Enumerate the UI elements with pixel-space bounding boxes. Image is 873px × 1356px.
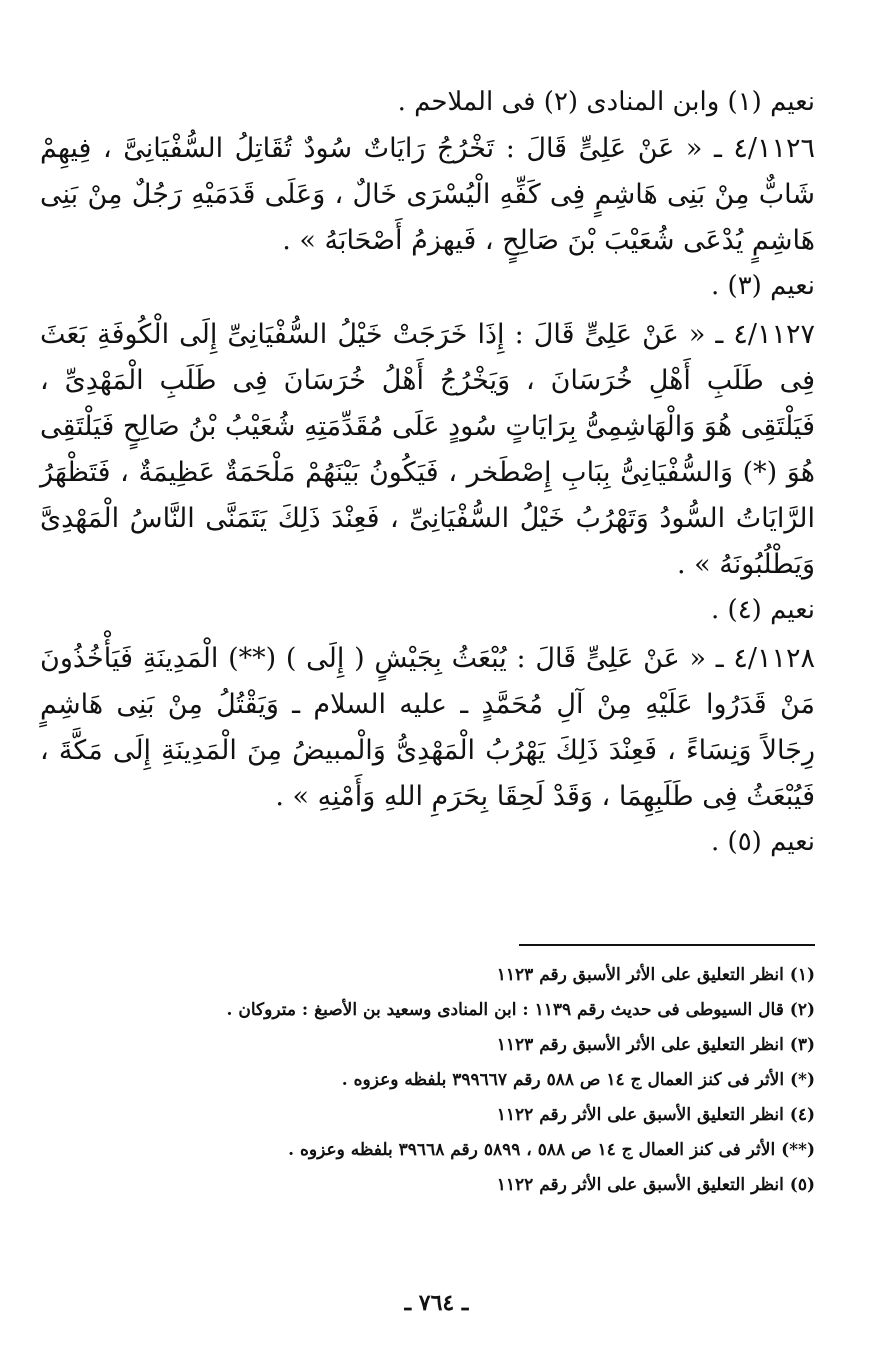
hadith-entry-1128: ٤/١١٢٨ ـ « عَنْ عَلِىٍّ قَالَ : يُبْعَثُ بِجَيْشٍ ( إِلَى ) (**) الْمَدِينَةِ فَيَأْخُذُونَ مَنْ قَدَرُوا عَلَيْهِ مِنْ آلِ مُحَمَّدٍ ـ عليه السلام ـ وَيَقْتُلُ مِنْ بَنِى هَاشِمٍ رِجَالاً وَنِسَاءً ، فَعِنْدَ ذَلِكَ يَهْرُبُ الْمَهْدِىُّ وَالْمبيضُ مِنَ الْمَدِينَةِ إِلَى مَكَّةَ ، فَيُبْعَثُ فِى طَلَبِهِمَا ، وَقَدْ لَحِقَا بِحَرَمِ اللهِ وَأَمْنِهِ » . — [40, 643, 815, 812]
footnote-4: (٤) انظر التعليق الأسبق على الأثر رقم ١١٢٢ — [496, 1105, 815, 1125]
footnote-double-star: (**) الأثر فى كنز العمال ج ١٤ ص ٥٨٨ ، ٥٨٩٩ رقم ٣٩٦٦٨ بلفظه وعزوه . — [288, 1140, 815, 1160]
entry-1126-source: نعيم (٣) . — [711, 271, 815, 301]
footnotes — [35, 964, 815, 1209]
header-source-line: نعيم (١) وابن المنادى (٢) فى الملاحم . — [397, 87, 815, 117]
page-number: ـ ٧٦٤ ـ — [404, 1290, 469, 1316]
footnote-3: (٣) انظر التعليق على الأثر الأسبق رقم ١١٢٣ — [496, 1035, 815, 1055]
footnote-star: (*) الأثر فى كنز العمال ج ١٤ ص ٥٨٨ رقم ٣٩٩٦٦٧ بلفظه وعزوه . — [341, 1070, 815, 1090]
entry-1128-source: نعيم (٥) . — [711, 827, 815, 857]
footnote-2: (٢) قال السيوطى فى حديث رقم ١١٣٩ : ابن المنادى وسعيد بن الأصبغ : متروكان . — [226, 1000, 815, 1020]
hadith-entry-1127: ٤/١١٢٧ ـ « عَنْ عَلِىٍّ قَالَ : إِذَا خَرَجَتْ خَيْلُ السُّفْيَانِىِّ إِلَى الْكُوفَةِ بَعَثَ فِى طَلَبِ أَهْلِ خُرَسَانَ ، وَيَخْرُجُ أَهْلُ خُرَسَانَ فِى طَلَبِ الْمَهْدِىِّ ، فَيَلْتَقِى هُوَ وَالْهَاشِمِىُّ بِرَايَاتٍ سُودٍ عَلَى مُقَدِّمَتِهِ شُعَيْبُ بْنُ صَالِحٍ فَيَلْتَقِى هُوَ (*) وَالسُّفْيَانِىُّ بِبَابِ إِصْطَخر ، فَيَكُونُ بَيْنَهُمْ مَلْحَمَةٌ عَظِيمَةٌ ، فَتَظْهَرُ الرَّايَاتُ السُّودُ وَتَهْرُبُ خَيْلُ السُّفْيَانِىِّ ، فَعِنْدَ ذَلِكَ يَتَمَنَّى النَّاسُ الْمَهْدِىَّ وَيَطْلُبُونَهُ » . — [40, 319, 815, 580]
entry-1127-source: نعيم (٤) . — [711, 595, 815, 625]
footnote-separator — [519, 944, 815, 946]
footnote-1: (١) انظر التعليق على الأثر الأسبق رقم ١١٢٣ — [496, 965, 815, 985]
footnote-5: (٥) انظر التعليق الأسبق على الأثر رقم ١١٢٢ — [496, 1175, 815, 1195]
hadith-entry-1126: ٤/١١٢٦ ـ « عَنْ عَلِىٍّ قَالَ : تَخْرُجُ رَايَاتٌ سُودٌ تُقَاتِلُ السُّفْيَانِىَّ ، فِيهِمْ شَابٌّ مِنْ بَنِى هَاشِمٍ فِى كَفِّهِ الْيُسْرَى خَالٌ ، وَعَلَى قَدَمَيْهِ رَجُلٌ مِنْ بَنِى هَاشِمٍ يُدْعَى شُعَيْبَ بْنَ صَالِحٍ ، فَيهزمُ أَصْحَابَهُ » . — [40, 133, 815, 256]
